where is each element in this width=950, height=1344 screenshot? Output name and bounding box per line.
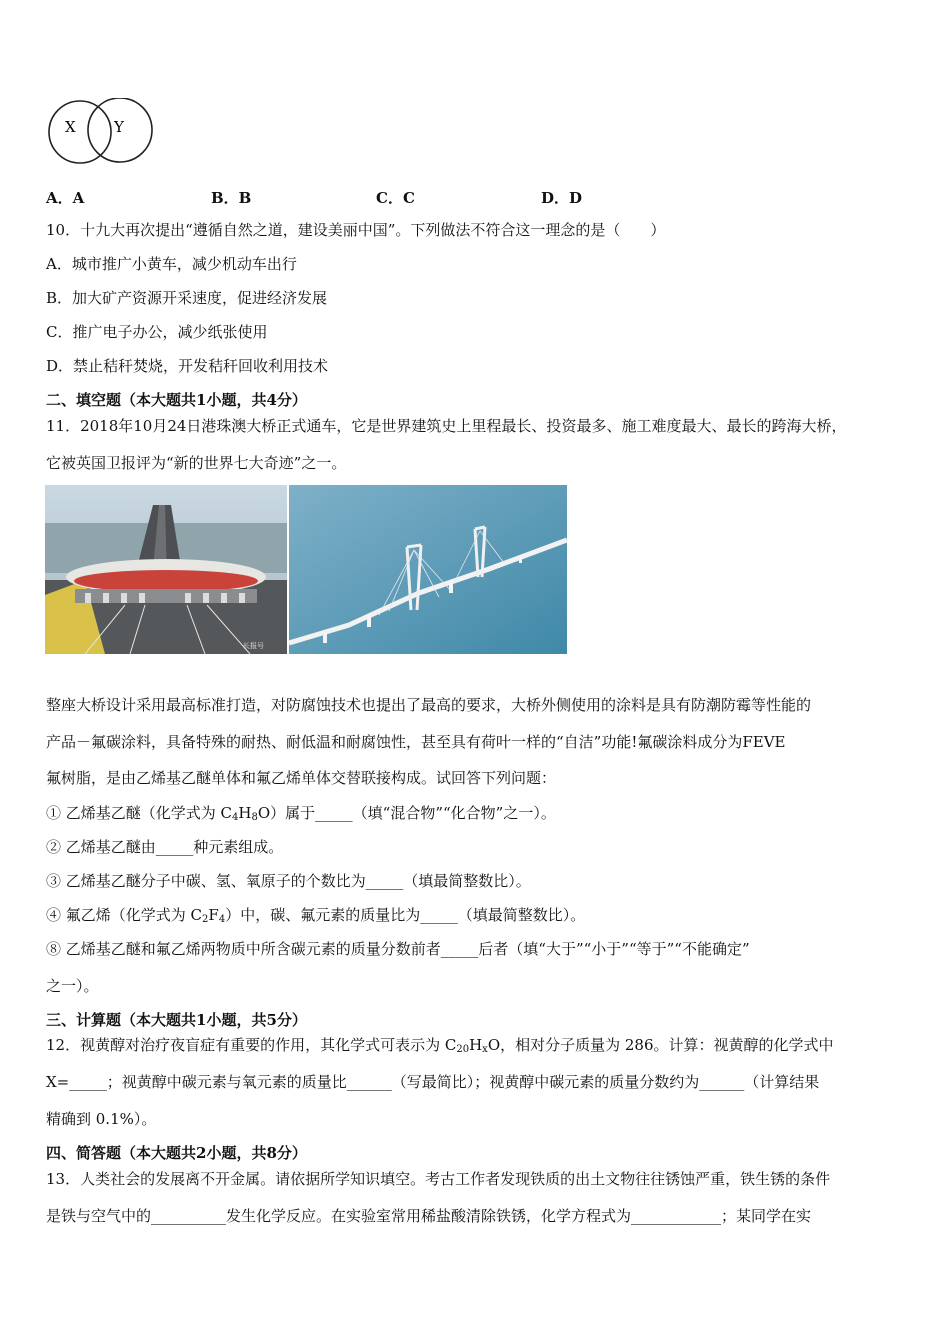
venn-circle-x [49, 101, 111, 163]
q11-sub4: ④ 氟乙烯（化学式为 $C_2F_4$）中，碳、氟元素的质量比为_____（填最简整数比）。 [46, 906, 586, 925]
q10-option-b: B．加大矿产资源开采速度，促进经济发展 [46, 289, 328, 307]
photo-watermark: 长报号 [243, 642, 264, 650]
venn-label-x: X [65, 118, 76, 136]
bridge-photo [289, 485, 567, 654]
q11-sub3: ③ 乙烯基乙醚分子中碳、氢、氧原子的个数比为_____（填最简整数比）。 [46, 872, 531, 890]
q11-stem-line1: 11．2018年10月24日港珠澳大桥正式通车，它是世界建筑史上里程最长、投资最多、施工难度最大、最长的跨海大桥， [46, 417, 847, 435]
q9-option-a: A．A [46, 189, 85, 207]
q10-option-d: D．禁止秸秆焚烧，开发秸秆回收利用技术 [46, 357, 329, 375]
q12-line1: 12．视黄醇对治疗夜盲症有重要的作用，其化学式可表示为 $C_{20}H_xO$，相对分子质量为 286。计算：视黄醇的化学式中 [46, 1036, 834, 1055]
q13-line1: 13．人类社会的发展离不开金属。请依据所学知识填空。考古工作者发现铁质的出土文物往往锈蚀严重，铁生锈的条件 [46, 1170, 831, 1188]
q11-stem-line2: 它被英国卫报评为“新的世界七大奇迹”之一。 [46, 454, 347, 472]
q10-option-a: A．城市推广小黄车，减少机动车出行 [46, 255, 297, 273]
q9-option-b: B．B [211, 189, 252, 207]
section3-heading: 三、计算题（本大题共1小题，共5分） [46, 1011, 307, 1029]
q12-line2: X=_____；视黄醇中碳元素与氧元素的质量比______（写最简比）；视黄醇中碳元素的质量分数约为______（计算结果 [46, 1073, 820, 1091]
q9-option-d: D．D [541, 189, 583, 207]
q11-para-line1: 整座大桥设计采用最高标准打造，对防腐蚀技术也提出了最高的要求，大桥外侧使用的涂料是具有防潮防霉等性能的 [46, 696, 812, 714]
toll-plaza-photo [45, 485, 287, 654]
section2-heading: 二、填空题（本大题共1小题，共4分） [46, 391, 307, 409]
venn-label-y: Y [114, 118, 124, 136]
q9-option-c: C．C [376, 189, 415, 207]
section4-heading: 四、简答题（本大题共2小题，共8分） [46, 1144, 307, 1162]
q11-sub1: ① 乙烯基乙醚（化学式为 $C_4H_8O$）属于_____（填“混合物”“化合物”之一）。 [46, 804, 556, 823]
q10-option-c: C．推广电子办公，减少纸张使用 [46, 323, 268, 341]
q13-line2: 是铁与空气中的__________发生化学反应。在实验室常用稀盐酸清除铁锈，化学方程式为____________；某同学在实 [46, 1207, 812, 1225]
venn-diagram [44, 98, 156, 166]
q11-para-line3: 氟树脂，是由乙烯基乙醚单体和氟乙烯单体交替联接构成。试回答下列问题： [46, 769, 557, 787]
q11-sub5-line1: ⑧ 乙烯基乙醚和氟乙烯两物质中所含碳元素的质量分数前者_____后者（填“大于”“小于”“等于”“不能确定” [46, 940, 750, 958]
q11-sub2: ② 乙烯基乙醚由_____种元素组成。 [46, 838, 284, 856]
q11-para-line2: 产品－氟碳涂料，具备特殊的耐热、耐低温和耐腐蚀性，甚至具有荷叶一样的“自洁”功能!氟碳涂料成分为FEVE [46, 733, 786, 751]
q10-stem: 10．十九大再次提出“遵循自然之道，建设美丽中国”。下列做法不符合这一理念的是（ ） [46, 221, 666, 239]
q12-line3: 精确到 0.1%）。 [46, 1110, 157, 1128]
q11-sub5-line2: 之一）。 [46, 977, 99, 995]
